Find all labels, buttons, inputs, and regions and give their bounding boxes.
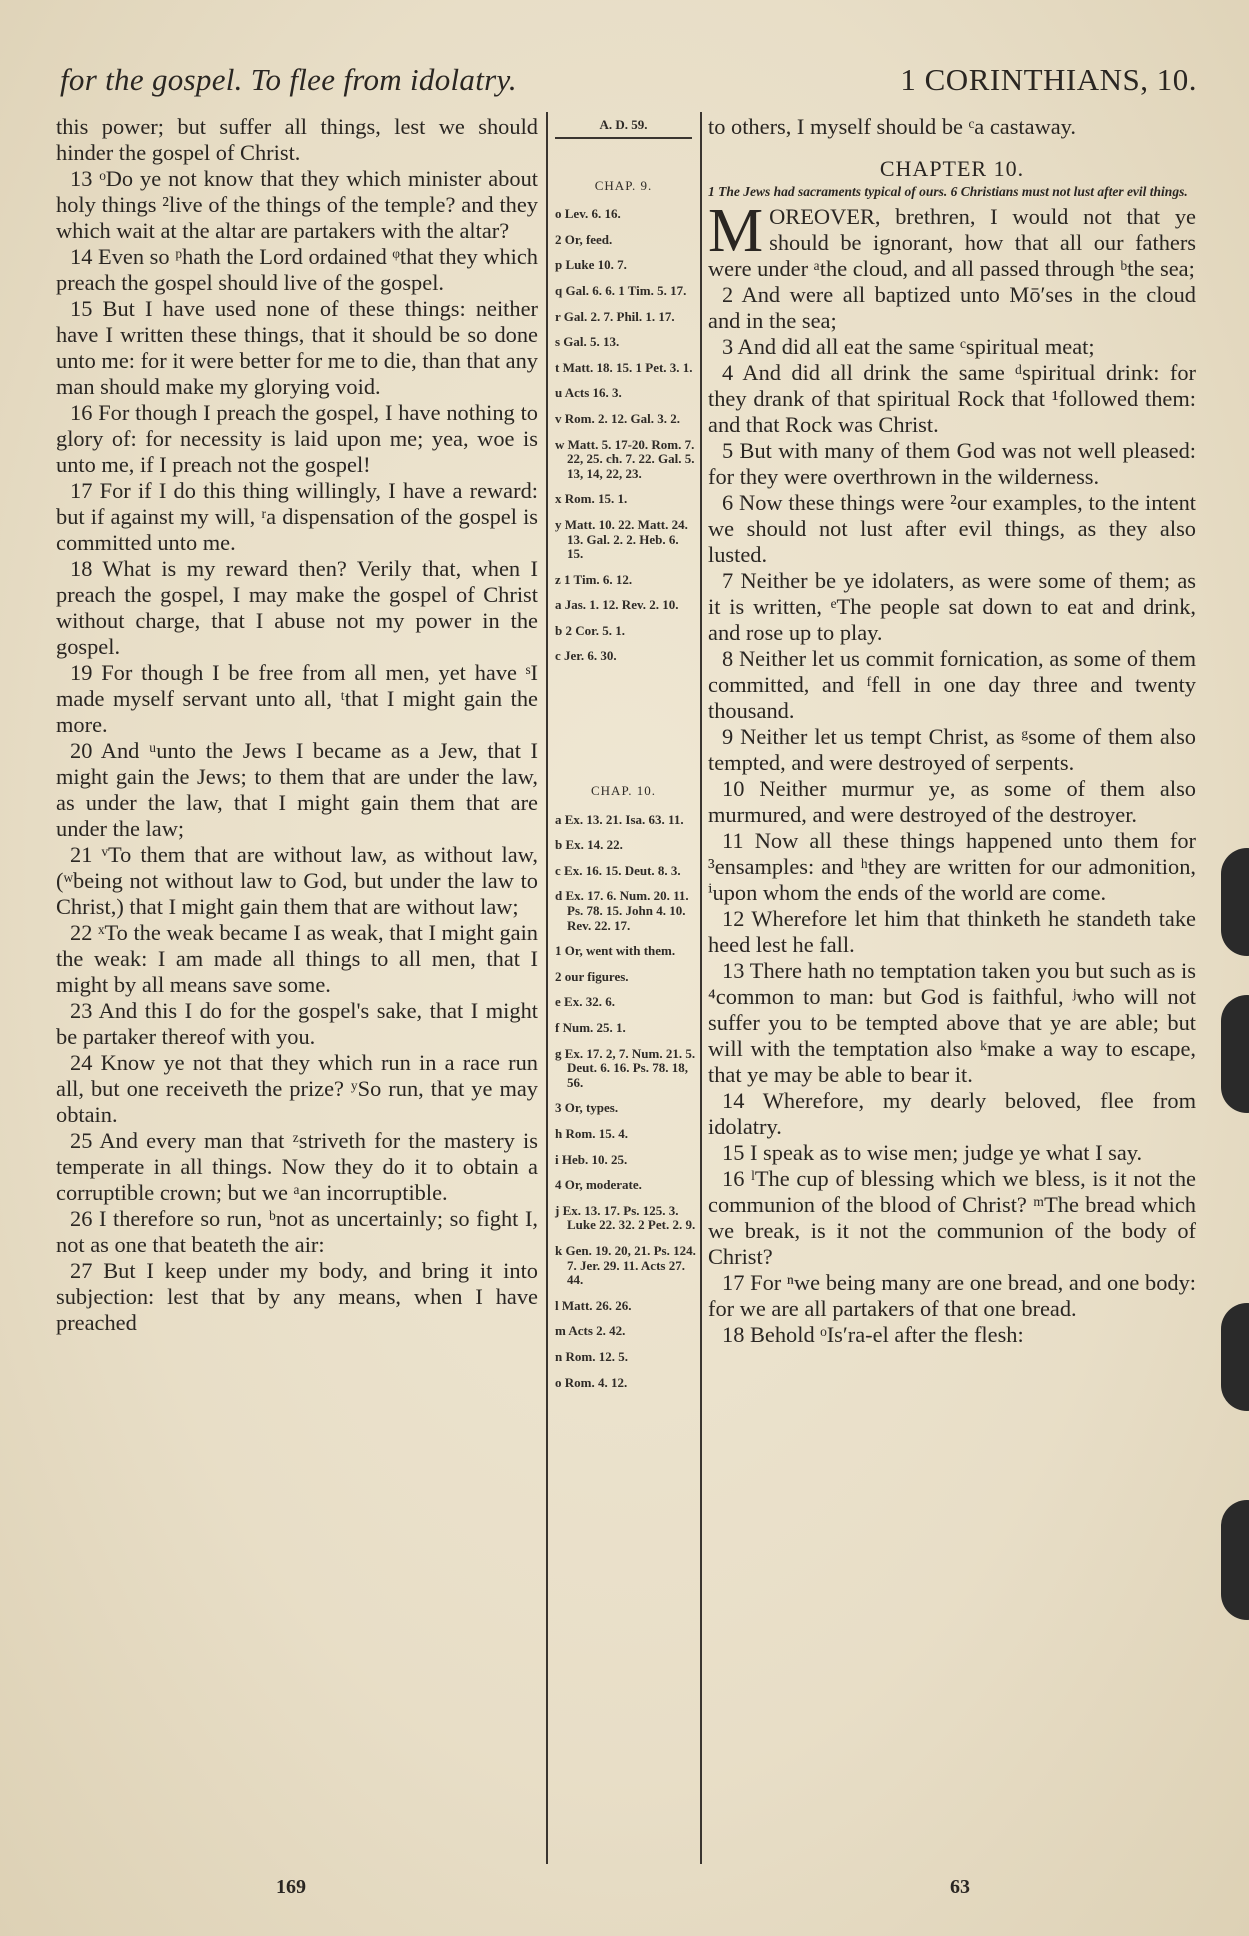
cross-reference-column <box>551 118 696 1401</box>
verse-text: 16 For though I preach the gospel, I have nothing to glory of: for necessity is laid upon me; yea, woe is unto me, if I preach not the gospel! <box>56 400 538 477</box>
cross-reference: b 2 Cor. 5. 1. <box>555 622 625 638</box>
verse-text: 21 ᵛTo them that are without law, as without law, (ʷbeing not without law to God, but under the law to Christ,) that I might gain them that are without law; <box>56 842 538 919</box>
verse-text: 14 Even so ᵖhath the Lord ordained ᵠthat they which preach the gospel should live of the gospel. <box>56 244 538 295</box>
verse-text: 15 But I have used none of these things: neither have I written these things, that it should be so done unto me: for it were better for me to die, than that any man should make my glorying void. <box>56 296 538 399</box>
verse-text: 16 ˡThe cup of blessing which we bless, is it not the communion of the blood of Christ? ᵐThe bread which we break, is it not the communion of the body of Christ? <box>708 1166 1196 1269</box>
cross-reference: k Gen. 19. 20, 21. Ps. 124. 7. Jer. 29. 11. Acts 27. 44. <box>555 1242 696 1288</box>
verse-text: 25 And every man that ᶻstriveth for the mastery is temperate in all things. Now they do it to obtain a corruptible crown; but we ᵃan incorruptible. <box>56 1128 538 1205</box>
cross-reference: y Matt. 10. 22. Matt. 24. 13. Gal. 2. 2. Heb. 6. 15. <box>555 516 688 562</box>
chapter-summary: 1 The Jews had sacraments typical of ours. 6 Christians must not lust after evil things. <box>708 184 1188 199</box>
cross-reference: 1 Or, went with them. <box>555 943 676 959</box>
verse-text: 22 ˣTo the weak became I as weak, that I might gain the weak: I am made all things to all men, that I might by all means save some. <box>56 920 538 997</box>
header-book-chapter: 1 CORINTHIANS, 10. <box>900 62 1197 97</box>
thumb-index-tab[interactable] <box>1221 1500 1249 1620</box>
thumb-index-tab[interactable] <box>1221 1303 1249 1411</box>
verse-text: 24 Know ye not that they which run in a race run all, but one receiveth the prize? ʸSo run, that ye may obtain. <box>56 1050 538 1127</box>
cross-reference: j Ex. 13. 17. Ps. 125. 3. Luke 22. 32. 2 Pet. 2. 9. <box>555 1202 696 1233</box>
right-text-column <box>708 114 1196 1348</box>
cross-reference: b Ex. 14. 22. <box>555 837 623 853</box>
page-number-right: 63 <box>950 1876 970 1898</box>
running-header <box>60 62 1197 112</box>
cross-reference: c Jer. 6. 30. <box>555 648 617 664</box>
cross-reference: z 1 Tim. 6. 12. <box>555 571 633 587</box>
cross-reference: a Jas. 1. 12. Rev. 2. 10. <box>555 597 679 613</box>
cross-reference: q Gal. 6. 6. 1 Tim. 5. 17. <box>555 282 687 298</box>
cross-reference: 2 our figures. <box>555 968 629 984</box>
verse-text: 17 For ⁿwe being many are one bread, and one body: for we are all partakers of that one bread. <box>708 1270 1196 1321</box>
verse-text: 13 There hath no temptation taken you but such as is ⁴common to man: but God is faithful, ʲwho will not suffer you to be tempted above that ye are able; but will with the temptation also ᵏmake a way to escape, that ye may be able to bear it. <box>708 958 1196 1087</box>
cross-reference: w Matt. 5. 17-20. Rom. 7. 22, 25. ch. 7. 22. Gal. 5. 13, 14, 22, 23. <box>555 436 695 481</box>
cross-reference: n Rom. 12. 5. <box>555 1348 628 1364</box>
cross-reference: p Luke 10. 7. <box>555 257 627 273</box>
verse-text: 18 Behold ᵒIs′ra-el after the flesh: <box>722 1322 1024 1347</box>
verse-text: 6 Now these things were ²our examples, to the intent we should not lust after evil things, as they also lusted. <box>708 490 1196 567</box>
verse-text: 18 What is my reward then? Verily that, when I preach the gospel, I may make the gospel of Christ without charge, that I abuse not my power in the gospel. <box>56 556 538 659</box>
thumb-index-tab[interactable] <box>1221 848 1249 956</box>
cross-reference: m Acts 2. 42. <box>555 1323 626 1339</box>
verse-text: 8 Neither let us commit fornication, as some of them committed, and ᶠfell in one day three and twenty thousand. <box>708 646 1196 723</box>
verse-text: 27 But I keep under my body, and bring it into subjection: lest that by any means, when I have preached <box>56 1258 538 1335</box>
verse-text: 7 Neither be ye idolaters, as were some of them; as it is written, ᵉThe people sat down to eat and drink, and rose up to play. <box>708 568 1196 645</box>
left-text-column <box>56 114 538 1336</box>
verse-text: 11 Now all these things happened unto them for ³ensamples: and ʰthey are written for our admonition, ⁱupon whom the ends of the world are come. <box>708 828 1196 905</box>
cross-reference: e Ex. 32. 6. <box>555 994 615 1010</box>
drop-cap-letter: M <box>708 197 764 265</box>
cross-reference: 2 Or, feed. <box>555 231 613 247</box>
column-divider-right <box>700 112 702 1864</box>
cross-reference: t Matt. 18. 15. 1 Pet. 3. 1. <box>555 359 693 375</box>
verse-text: 3 And did all eat the same ᶜspiritual meat; <box>722 334 1095 359</box>
verse-text: 14 Wherefore, my dearly beloved, flee from idolatry. <box>708 1088 1196 1139</box>
cross-reference: 3 Or, types. <box>555 1100 619 1116</box>
verse-text: 10 Neither murmur ye, as some of them also murmured, and were destroyed of the destroyer. <box>708 776 1196 827</box>
verse-text: 4 And did all drink the same ᵈspiritual drink: for they drank of that spiritual Rock that ¹followed them: and that Rock was Christ. <box>708 360 1196 437</box>
first-verse-text: OREOVER, brethren, I would not that ye should be ignorant, how that all our fathers were under ᵃthe cloud, and all passed through ᵇthe sea; <box>708 204 1196 281</box>
page-number-left: 169 <box>276 1876 306 1898</box>
cross-reference: h Rom. 15. 4. <box>555 1125 628 1141</box>
cross-reference: o Lev. 6. 16. <box>555 206 621 222</box>
cross-reference: r Gal. 2. 7. Phil. 1. 17. <box>555 308 675 324</box>
verse-text: 15 I speak as to wise men; judge ye what I say. <box>722 1140 1143 1165</box>
verse-text: 26 I therefore so run, ᵇnot as uncertainly; so fight I, not as one that beateth the air: <box>56 1206 538 1257</box>
cross-reference: s Gal. 5. 13. <box>555 334 620 350</box>
verse-text: 13 ᵒDo ye not know that they which minister about holy things ²live of the things of the temple? and they which wait at the altar are partakers with the altar? <box>56 166 538 243</box>
year-marker: A. D. 59. <box>599 117 648 132</box>
cross-reference: v Rom. 2. 12. Gal. 3. 2. <box>555 410 680 426</box>
cross-reference: 4 Or, moderate. <box>555 1177 642 1193</box>
verse-text: 17 For if I do this thing willingly, I have a reward: but if against my will, ʳa dispensation of the gospel is committed unto me. <box>56 478 538 555</box>
chapter-heading: CHAPTER 10. <box>879 156 1025 181</box>
cross-reference: l Matt. 26. 26. <box>555 1297 632 1313</box>
verse-text: 9 Neither let us tempt Christ, as ᵍsome of them also tempted, and were destroyed of serpents. <box>708 724 1196 775</box>
chapter-10-refs-label: CHAP. 10. <box>591 783 656 799</box>
first-verse <box>708 197 1196 282</box>
verse-text: 19 For though I be free from all men, yet have ˢI made myself servant unto all, ᵗthat I might gain the more. <box>56 660 538 737</box>
cross-reference: i Heb. 10. 25. <box>555 1151 628 1167</box>
thumb-index-tab[interactable] <box>1221 995 1249 1113</box>
header-topic: for the gospel. To flee from idolatry. <box>60 62 517 97</box>
column-divider-left <box>546 112 548 1864</box>
cross-reference: x Rom. 15. 1. <box>555 491 628 507</box>
cross-reference: g Ex. 17. 2, 7. Num. 21. 5. Deut. 6. 16. Ps. 78. 18, 56. <box>555 1045 696 1090</box>
verse-text: this power; but suffer all things, lest we should hinder the gospel of Christ. <box>56 114 538 165</box>
verse-text: 20 And ᵘunto the Jews I became as a Jew, that I might gain the Jews; to them that are under the law, as under the law, that I might gain them that are under the law; <box>56 738 538 841</box>
verse-text: 5 But with many of them God was not well pleased: for they were overthrown in the wilderness. <box>708 438 1196 489</box>
cross-reference: a Ex. 13. 21. Isa. 63. 11. <box>555 811 684 827</box>
cross-reference: c Ex. 16. 15. Deut. 8. 3. <box>555 862 681 878</box>
cross-reference: d Ex. 17. 6. Num. 20. 11. Ps. 78. 15. John 4. 10. Rev. 22. 17. <box>555 888 689 933</box>
cross-reference: o Rom. 4. 12. <box>555 1374 628 1390</box>
year-rule <box>555 137 692 139</box>
verse-text: 12 Wherefore let him that thinketh he standeth take heed lest he fall. <box>708 906 1196 957</box>
cross-reference: f Num. 25. 1. <box>555 1020 626 1035</box>
verse-text: 23 And this I do for the gospel's sake, that I might be partaker thereof with you. <box>56 998 538 1049</box>
chapter-9-refs-label: CHAP. 9. <box>594 177 653 193</box>
verse-text: to others, I myself should be ᶜa castaway. <box>708 114 1077 139</box>
verse-text: 2 And were all baptized unto Mō′ses in the cloud and in the sea; <box>708 282 1196 333</box>
cross-reference: u Acts 16. 3. <box>555 385 622 401</box>
